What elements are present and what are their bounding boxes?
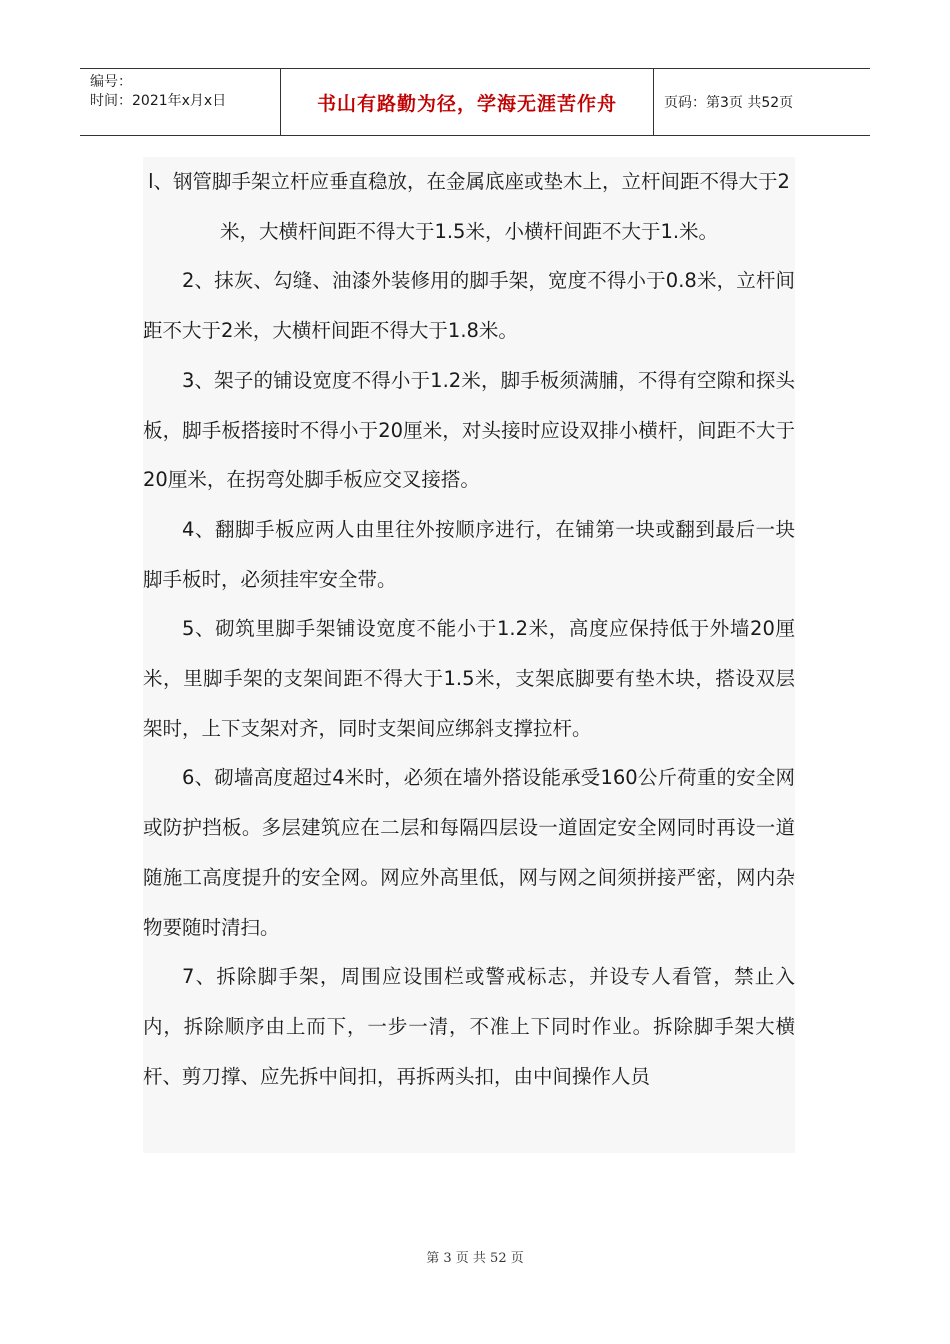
- document-body: [143, 157, 795, 1153]
- page-info: 页码：第3页 共52页: [664, 95, 794, 111]
- paragraph-1: l、钢管脚手架立杆应垂直稳放，在金属底座或垫木上，立杆间距不得大于2米，大横杆间距不得大于1.5米，小横杆间距不大于1.米。: [148, 170, 790, 243]
- page-footer: 第 3 页 共 52 页: [426, 1251, 524, 1266]
- paragraph-6: 6、砌墙高度超过4米时，必须在墙外搭设能承受160公斤荷重的安全网或防护挡板。多层建筑应在二层和每隔四层设一道固定安全网同时再设一道随施工高度提升的安全网。网应外高里低，网与网之间须拼接严密，网内杂物要随时清扫。: [143, 766, 795, 939]
- header-meta: [80, 69, 281, 135]
- paragraph-2: 2、抹灰、勾缝、油漆外装修用的脚手架，宽度不得小于0.8米，立杆间距不大于2米，大横杆间距不得大于1.8米。: [143, 269, 795, 343]
- header-page-info: [654, 69, 870, 135]
- paragraph-4: 4、翻脚手板应两人由里往外按顺序进行，在铺第一块或翻到最后一块脚手板时，必须挂牢安全带。: [143, 517, 795, 591]
- paragraph-5: 5、砌筑里脚手架铺设宽度不能小于1.2米，高度应保持低于外墙20厘米，里脚手架的支架间距不得大于1.5米，支架底脚要有垫木块，搭设双层架时，上下支架对齐，同时支架间应绑斜支撑拉杆。: [143, 617, 795, 740]
- page-header: [80, 68, 870, 136]
- header-motto: 书山有路勤为径，学海无涯苦作舟: [316, 92, 617, 115]
- paragraph-7: 7、拆除脚手架，周围应设围栏或警戒标志，并设专人看管，禁止入内，拆除顺序由上而下，一步一清，不准上下同时作业。拆除脚手架大横杆、剪刀撑、应先拆中间扣，再拆两头扣，由中间操作人员: [143, 965, 795, 1088]
- paragraph-3: 3、架子的铺设宽度不得小于1.2米，脚手板须满脯，不得有空隙和探头板，脚手板搭接时不得小于20厘米，对头接时应设双排小横杆，间距不大于20厘米，在拐弯处脚手板应交叉接搭。: [143, 368, 795, 492]
- header-motto-cell: [281, 69, 654, 135]
- document-number-label: 编号：: [90, 74, 132, 90]
- document-date: 时间：2021年x月x日: [90, 93, 227, 109]
